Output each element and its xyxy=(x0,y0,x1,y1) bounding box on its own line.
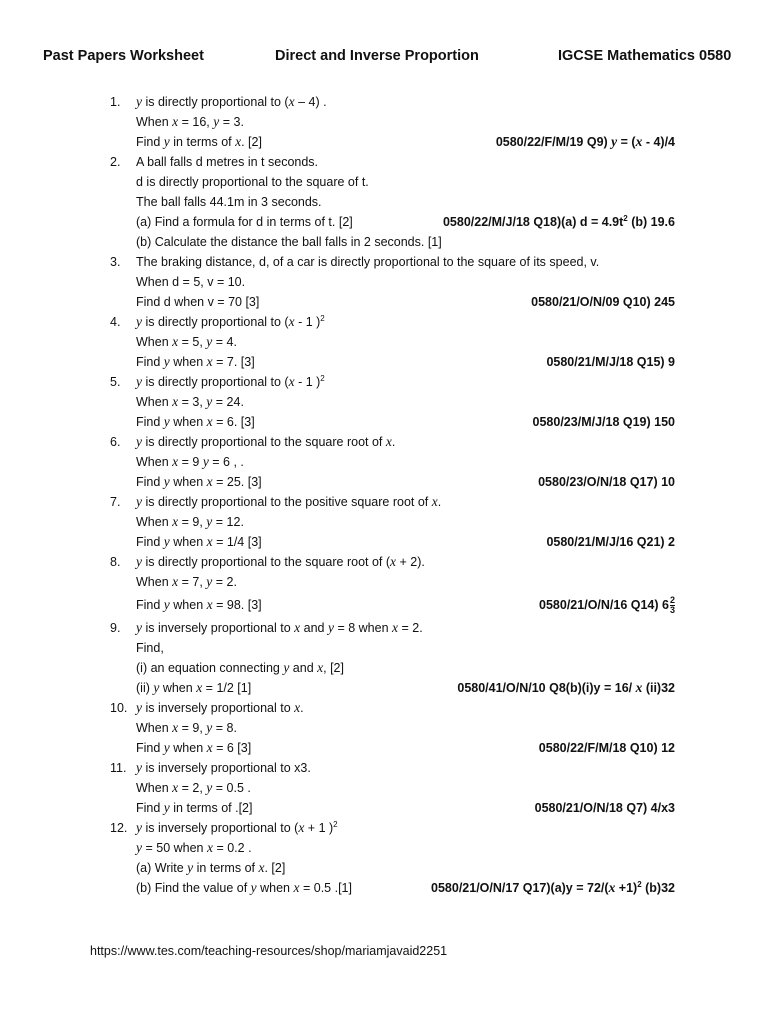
question-line xyxy=(0,192,768,212)
question-line xyxy=(0,532,768,552)
question-line xyxy=(0,312,768,332)
question-line xyxy=(0,392,768,412)
answer-reference: 0580/23/O/N/18 Q17) 10 xyxy=(538,475,675,489)
question-line xyxy=(0,838,768,858)
question-line xyxy=(0,152,768,172)
question-line xyxy=(0,878,768,898)
answer-reference: 0580/21/M/J/18 Q15) 9 xyxy=(546,355,675,369)
question-5 xyxy=(0,372,768,432)
question-text: (a) Find a formula for d in terms of t. [2] xyxy=(136,215,353,229)
question-text: (b) Calculate the distance the ball falls in 2 seconds. [1] xyxy=(136,235,442,249)
question-text: A ball falls d metres in t seconds. xyxy=(136,155,319,169)
question-1 xyxy=(0,92,768,152)
question-line xyxy=(0,212,768,232)
question-line xyxy=(0,112,768,132)
question-text: (ii) y when x = 1/2 [1] xyxy=(136,680,252,695)
question-line xyxy=(0,512,768,532)
question-line xyxy=(0,292,768,312)
question-line xyxy=(0,778,768,798)
question-line xyxy=(0,658,768,678)
answer-reference: 0580/22/F/M/19 Q9) y = (x - 4)/4 xyxy=(495,134,675,149)
question-8 xyxy=(0,552,768,618)
question-line xyxy=(0,758,768,778)
question-text: When x = 7, y = 2. xyxy=(136,574,237,589)
question-line xyxy=(0,592,768,618)
question-text: When x = 9 y = 6 , . xyxy=(136,454,244,469)
question-text: y is inversely proportional to x3. xyxy=(136,760,311,775)
question-text: When x = 2, y = 0.5 . xyxy=(136,780,251,795)
question-line xyxy=(0,412,768,432)
question-line xyxy=(0,92,768,112)
question-line xyxy=(0,332,768,352)
question-text: Find, xyxy=(136,641,164,655)
question-line xyxy=(0,492,768,512)
question-number: 3. xyxy=(110,255,121,269)
question-number: 10. xyxy=(110,701,128,715)
question-text: y is directly proportional to (x - 1 )$^2$ xyxy=(136,373,325,389)
question-line xyxy=(0,132,768,152)
question-text: Find y when x = 1/4 [3] xyxy=(136,534,262,549)
question-number: 5. xyxy=(110,375,121,389)
question-text: y is directly proportional to (x – 4) . xyxy=(136,94,327,109)
question-text: (i) an equation connecting y and x, [2] xyxy=(136,660,344,675)
answer-reference: 0580/21/M/J/16 Q21) 2 xyxy=(546,535,675,549)
question-text: Find y in terms of x. [2] xyxy=(136,134,262,149)
answer-reference: 0580/22/M/J/18 Q18)(a) $d = 4.9t^2$ (b) 19.6 xyxy=(442,213,675,229)
question-7 xyxy=(0,492,768,552)
question-line xyxy=(0,232,768,252)
page-header xyxy=(0,48,768,70)
header-title: Direct and Inverse Proportion xyxy=(275,48,479,64)
question-line xyxy=(0,698,768,718)
question-text: y is inversely proportional to (x + 1 )$^2$ xyxy=(136,819,338,835)
question-text: Find y when x = 98. [3] xyxy=(136,597,262,612)
question-line xyxy=(0,818,768,838)
answer-fraction: $\frac{2}{3}$ xyxy=(669,595,675,616)
question-line xyxy=(0,858,768,878)
question-4 xyxy=(0,312,768,372)
question-3 xyxy=(0,252,768,312)
question-text: y is directly proportional to the square root of (x + 2). xyxy=(136,554,425,569)
question-10 xyxy=(0,698,768,758)
header-left: Past Papers Worksheet xyxy=(43,48,204,64)
question-text: Find y when x = 6 [3] xyxy=(136,740,252,755)
question-line xyxy=(0,352,768,372)
question-line xyxy=(0,738,768,758)
answer-reference: 0580/21/O/N/18 Q7) 4/x3 xyxy=(534,801,675,815)
question-text: Find y when x = 6. [3] xyxy=(136,414,255,429)
answer-reference: 0580/23/M/J/18 Q19) 150 xyxy=(532,415,675,429)
question-text: y = 50 when x = 0.2 . xyxy=(136,840,252,855)
question-number: 11. xyxy=(110,761,127,775)
question-number: 7. xyxy=(110,495,121,509)
question-number: 4. xyxy=(110,315,121,329)
answer-reference: 0580/41/O/N/10 Q8(b)(i)y = 16/ x (ii)32 xyxy=(457,680,675,695)
question-line xyxy=(0,552,768,572)
question-text: y is directly proportional to the square root of x. xyxy=(136,434,396,449)
question-text: y is inversely proportional to x. xyxy=(136,700,304,715)
question-line xyxy=(0,432,768,452)
question-line xyxy=(0,452,768,472)
question-text: (a) Write y in terms of x. [2] xyxy=(136,860,286,875)
question-line xyxy=(0,252,768,272)
question-line xyxy=(0,718,768,738)
question-text: The braking distance, d, of a car is directly proportional to the square of its speed, v. xyxy=(136,255,600,269)
question-line xyxy=(0,472,768,492)
question-text: When x = 3, y = 24. xyxy=(136,394,244,409)
question-line xyxy=(0,272,768,292)
question-line xyxy=(0,798,768,818)
question-line xyxy=(0,372,768,392)
question-line xyxy=(0,572,768,592)
question-text: The ball falls 44.1m in 3 seconds. xyxy=(136,195,322,209)
question-text: (b) Find the value of y when x = 0.5 .[1] xyxy=(136,880,352,895)
question-text: When x = 9, y = 8. xyxy=(136,720,237,735)
question-2 xyxy=(0,152,768,252)
answer-reference: 0580/21/O/N/09 Q10) 245 xyxy=(531,295,675,309)
question-text: y is inversely proportional to x and y = 8 when x = 2. xyxy=(136,620,423,635)
question-text: When d = 5, v = 10. xyxy=(136,275,246,289)
question-12 xyxy=(0,818,768,898)
question-line xyxy=(0,172,768,192)
question-number: 6. xyxy=(110,435,121,449)
header-right: IGCSE Mathematics 0580 xyxy=(558,48,732,64)
question-text: y is directly proportional to (x - 1 )$^2$ xyxy=(136,313,325,329)
question-text: d is directly proportional to the square of t. xyxy=(136,175,369,189)
footer-url[interactable]: https://www.tes.com/teaching-resources/shop/mariamjavaid2251 xyxy=(90,944,448,958)
question-text: When x = 16, y = 3. xyxy=(136,114,244,129)
question-line xyxy=(0,638,768,658)
question-text: Find y when x = 25. [3] xyxy=(136,474,262,489)
question-text: Find y in terms of .[2] xyxy=(136,800,253,815)
question-text: Find d when v = 70 [3] xyxy=(136,295,260,309)
question-6 xyxy=(0,432,768,492)
question-11 xyxy=(0,758,768,818)
answer-reference: 0580/21/O/N/17 $Q17)(a)y = 72/(x +1)^2$ (b)32 xyxy=(431,879,675,895)
question-line xyxy=(0,618,768,638)
answer-reference: 0580/21/O/N/16 Q14) 6 $\frac{2}{3}$ xyxy=(539,595,675,616)
question-text: Find y when x = 7. [3] xyxy=(136,354,255,369)
question-number: 12. xyxy=(110,821,128,835)
question-number: 8. xyxy=(110,555,121,569)
question-text: When x = 5, y = 4. xyxy=(136,334,237,349)
question-number: 2. xyxy=(110,155,121,169)
answer-reference: 0580/22/F/M/18 Q10) 12 xyxy=(538,741,675,755)
question-line xyxy=(0,678,768,698)
question-number: 9. xyxy=(110,621,121,635)
question-9 xyxy=(0,618,768,698)
question-text: y is directly proportional to the positive square root of x. xyxy=(136,494,442,509)
question-text: When x = 9, y = 12. xyxy=(136,514,244,529)
question-number: 1. xyxy=(110,95,121,109)
